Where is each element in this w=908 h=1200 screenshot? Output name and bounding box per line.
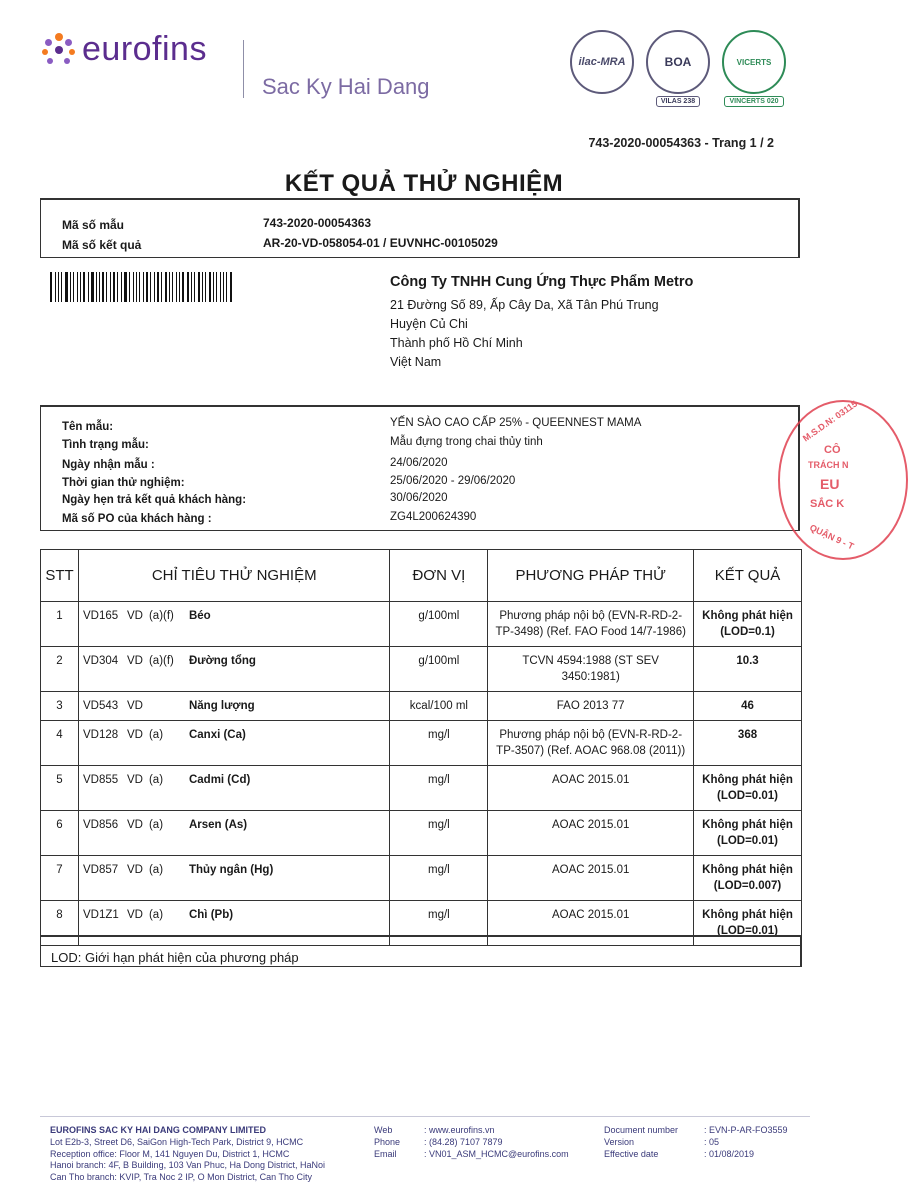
results-table	[40, 549, 802, 946]
row-unit: kcal/100 ml	[390, 692, 488, 721]
email-link[interactable]: : VN01_ASM_HCMC@eurofins.com	[424, 1148, 569, 1159]
client-address-line: 21 Đường Số 89, Ấp Cây Da, Xã Tân Phú Trung	[390, 298, 659, 312]
client-address-line: Huyện Củ Chi	[390, 317, 468, 331]
footer-address-line: Hanoi branch: 4F, B Building, 103 Van Phuc, Ha Dong District, HaNoi	[50, 1160, 325, 1171]
row-method: AOAC 2015.01	[488, 811, 694, 856]
eurofins-logo	[42, 30, 207, 69]
info-value: 25/06/2020 - 29/06/2020	[390, 475, 516, 487]
row-stt: 3	[41, 692, 79, 721]
website-link[interactable]: : www.eurofins.vn	[424, 1125, 495, 1135]
row-result: Không phát hiện (LOD=0.01)	[694, 766, 802, 811]
col-indicator: CHỈ TIÊU THỬ NGHIỆM	[78, 550, 389, 602]
lod-note-box	[40, 935, 802, 967]
row-unit: mg/l	[390, 901, 488, 946]
table-row	[41, 766, 802, 811]
row-stt: 6	[41, 811, 79, 856]
ilac-mra-badge	[570, 30, 634, 94]
col-result: KẾT QUẢ	[694, 550, 802, 602]
vicerts-leaf-icon: VICERTS	[722, 30, 786, 94]
vincerts-caption: VINCERTS 020	[724, 96, 783, 107]
row-method: FAO 2013 77	[488, 692, 694, 721]
row-unit: mg/l	[390, 856, 488, 901]
boa-seal-icon: BOA	[646, 30, 710, 94]
row-result: Không phát hiện (LOD=0.1)	[694, 602, 802, 647]
row-method: AOAC 2015.01	[488, 766, 694, 811]
info-label: Ngày nhận mẫu :	[62, 459, 155, 471]
row-result: Không phát hiện (LOD=0.007)	[694, 856, 802, 901]
info-value: ZG4L200624390	[390, 511, 477, 523]
info-value: 24/06/2020	[390, 457, 448, 469]
company-stamp: M.S.D.N: 03115 CÔ TRÁCH N EU SẮC K QUẬN 9 - T	[778, 400, 908, 560]
row-stt: 4	[41, 721, 79, 766]
eurofins-dots-icon	[42, 33, 76, 67]
vicerts-badge	[722, 30, 786, 107]
footer-contacts: Web : www.eurofins.vn Phone : (84.28) 7107 7879 Email : VN01_ASM_HCMC@eurofins.com	[374, 1125, 569, 1159]
lod-note: LOD: Giới hạn phát hiện của phương pháp	[51, 950, 299, 965]
brand-name: eurofins	[82, 30, 207, 68]
row-method: AOAC 2015.01	[488, 856, 694, 901]
row-stt: 2	[41, 647, 79, 692]
row-indicator: VD128 VD (a) Canxi (Ca)	[78, 721, 389, 766]
footer-company-name: EUROFINS SAC KY HAI DANG COMPANY LIMITED	[50, 1125, 267, 1135]
row-unit: g/100ml	[390, 602, 488, 647]
info-value: 30/06/2020	[390, 492, 448, 504]
row-method: Phương pháp nội bộ (EVN-R-RD-2-TP-3498) (Ref. FAO Food 14/7-1986)	[488, 602, 694, 647]
row-indicator: VD304 VD (a)(f) Đường tổng	[78, 647, 389, 692]
col-unit: ĐƠN VỊ	[390, 550, 488, 602]
row-method: AOAC 2015.01	[488, 901, 694, 946]
client-address-line: Việt Nam	[390, 355, 442, 369]
row-indicator: VD165 VD (a)(f) Béo	[78, 602, 389, 647]
row-result: 10.3	[694, 647, 802, 692]
boa-badge	[646, 30, 710, 107]
footer-company	[50, 1125, 325, 1184]
info-label: Thời gian thử nghiệm:	[62, 477, 185, 489]
table-row	[41, 856, 802, 901]
info-label: Mã số PO của khách hàng :	[62, 513, 212, 525]
page-title: KẾT QUẢ THỬ NGHIỆM	[284, 170, 564, 197]
col-stt: STT	[41, 550, 79, 602]
footer-rule	[40, 1116, 810, 1117]
sample-no-value: 743-2020-00054363	[263, 216, 372, 230]
row-result: Không phát hiện (LOD=0.01)	[694, 811, 802, 856]
info-value: Mẫu đựng trong chai thủy tinh	[390, 436, 543, 448]
table-row	[41, 811, 802, 856]
sample-no-label: Mã số mẫu	[62, 218, 125, 232]
table-row	[41, 602, 802, 647]
row-unit: mg/l	[390, 811, 488, 856]
row-stt: 1	[41, 602, 79, 647]
client-address-block	[390, 274, 693, 372]
row-indicator: VD543 VD Năng lượng	[78, 692, 389, 721]
ilac-mra-icon: ilac-MRA	[570, 30, 634, 94]
info-label: Ngày hẹn trả kết quả khách hàng:	[62, 494, 247, 506]
footer-address-line: Reception office: Floor M, 141 Nguyen Du, District 1, HCMC	[50, 1148, 290, 1159]
col-method: PHƯƠNG PHÁP THỬ	[488, 550, 694, 602]
phone-number: : (84.28) 7107 7879	[424, 1136, 503, 1147]
row-indicator: VD856 VD (a) Arsen (As)	[78, 811, 389, 856]
footer-address-line: Lot E2b-3, Street D6, SaiGon High-Tech Park, District 9, HCMC	[50, 1136, 304, 1147]
client-name: Công Ty TNHH Cung Ứng Thực Phẩm Metro	[390, 274, 694, 290]
barcode	[50, 272, 234, 302]
row-unit: mg/l	[390, 766, 488, 811]
info-value: YẾN SÀO CAO CẤP 25% - QUEENNEST MAMA	[390, 417, 642, 429]
row-unit: g/100ml	[390, 647, 488, 692]
footer-document-info: Document number : EVN-P-AR-FO3559 Version : 05 Effective date : 01/08/2019	[604, 1125, 788, 1159]
row-method: Phương pháp nội bộ (EVN-R-RD-2-TP-3507) (Ref. AOAC 968.08 (2011))	[488, 721, 694, 766]
row-indicator: VD857 VD (a) Thủy ngân (Hg)	[78, 856, 389, 901]
row-unit: mg/l	[390, 721, 488, 766]
row-stt: 7	[41, 856, 79, 901]
vilas-caption: VILAS 238	[656, 96, 700, 107]
row-indicator: VD1Z1 VD (a) Chì (Pb)	[78, 901, 389, 946]
row-result: 368	[694, 721, 802, 766]
row-stt: 5	[41, 766, 79, 811]
result-no-value: AR-20-VD-058054-01 / EUVNHC-00105029	[263, 236, 498, 250]
client-address-line: Thành phố Hồ Chí Minh	[390, 336, 523, 350]
table-row	[41, 647, 802, 692]
logo-divider	[243, 40, 244, 98]
row-method: TCVN 4594:1988 (ST SEV 3450:1981)	[488, 647, 694, 692]
subsidiary-name: Sac Ky Hai Dang	[262, 74, 430, 99]
info-label: Tên mẫu:	[62, 421, 114, 433]
row-result: 46	[694, 692, 802, 721]
footer-address-line: Can Tho branch: KVIP, Tra Noc 2 IP, O Mon District, Can Tho City	[50, 1172, 312, 1183]
row-indicator: VD855 VD (a) Cadmi (Cd)	[78, 766, 389, 811]
table-header-row	[41, 550, 802, 602]
table-row	[41, 692, 802, 721]
page-reference: 743-2020-00054363 - Trang 1 / 2	[588, 136, 774, 150]
row-stt: 8	[41, 901, 79, 946]
result-no-label: Mã số kết quả	[62, 238, 142, 252]
table-row	[41, 721, 802, 766]
info-label: Tình trạng mẫu:	[62, 439, 149, 451]
row-result: Không phát hiện (LOD=0.01)	[694, 901, 802, 946]
